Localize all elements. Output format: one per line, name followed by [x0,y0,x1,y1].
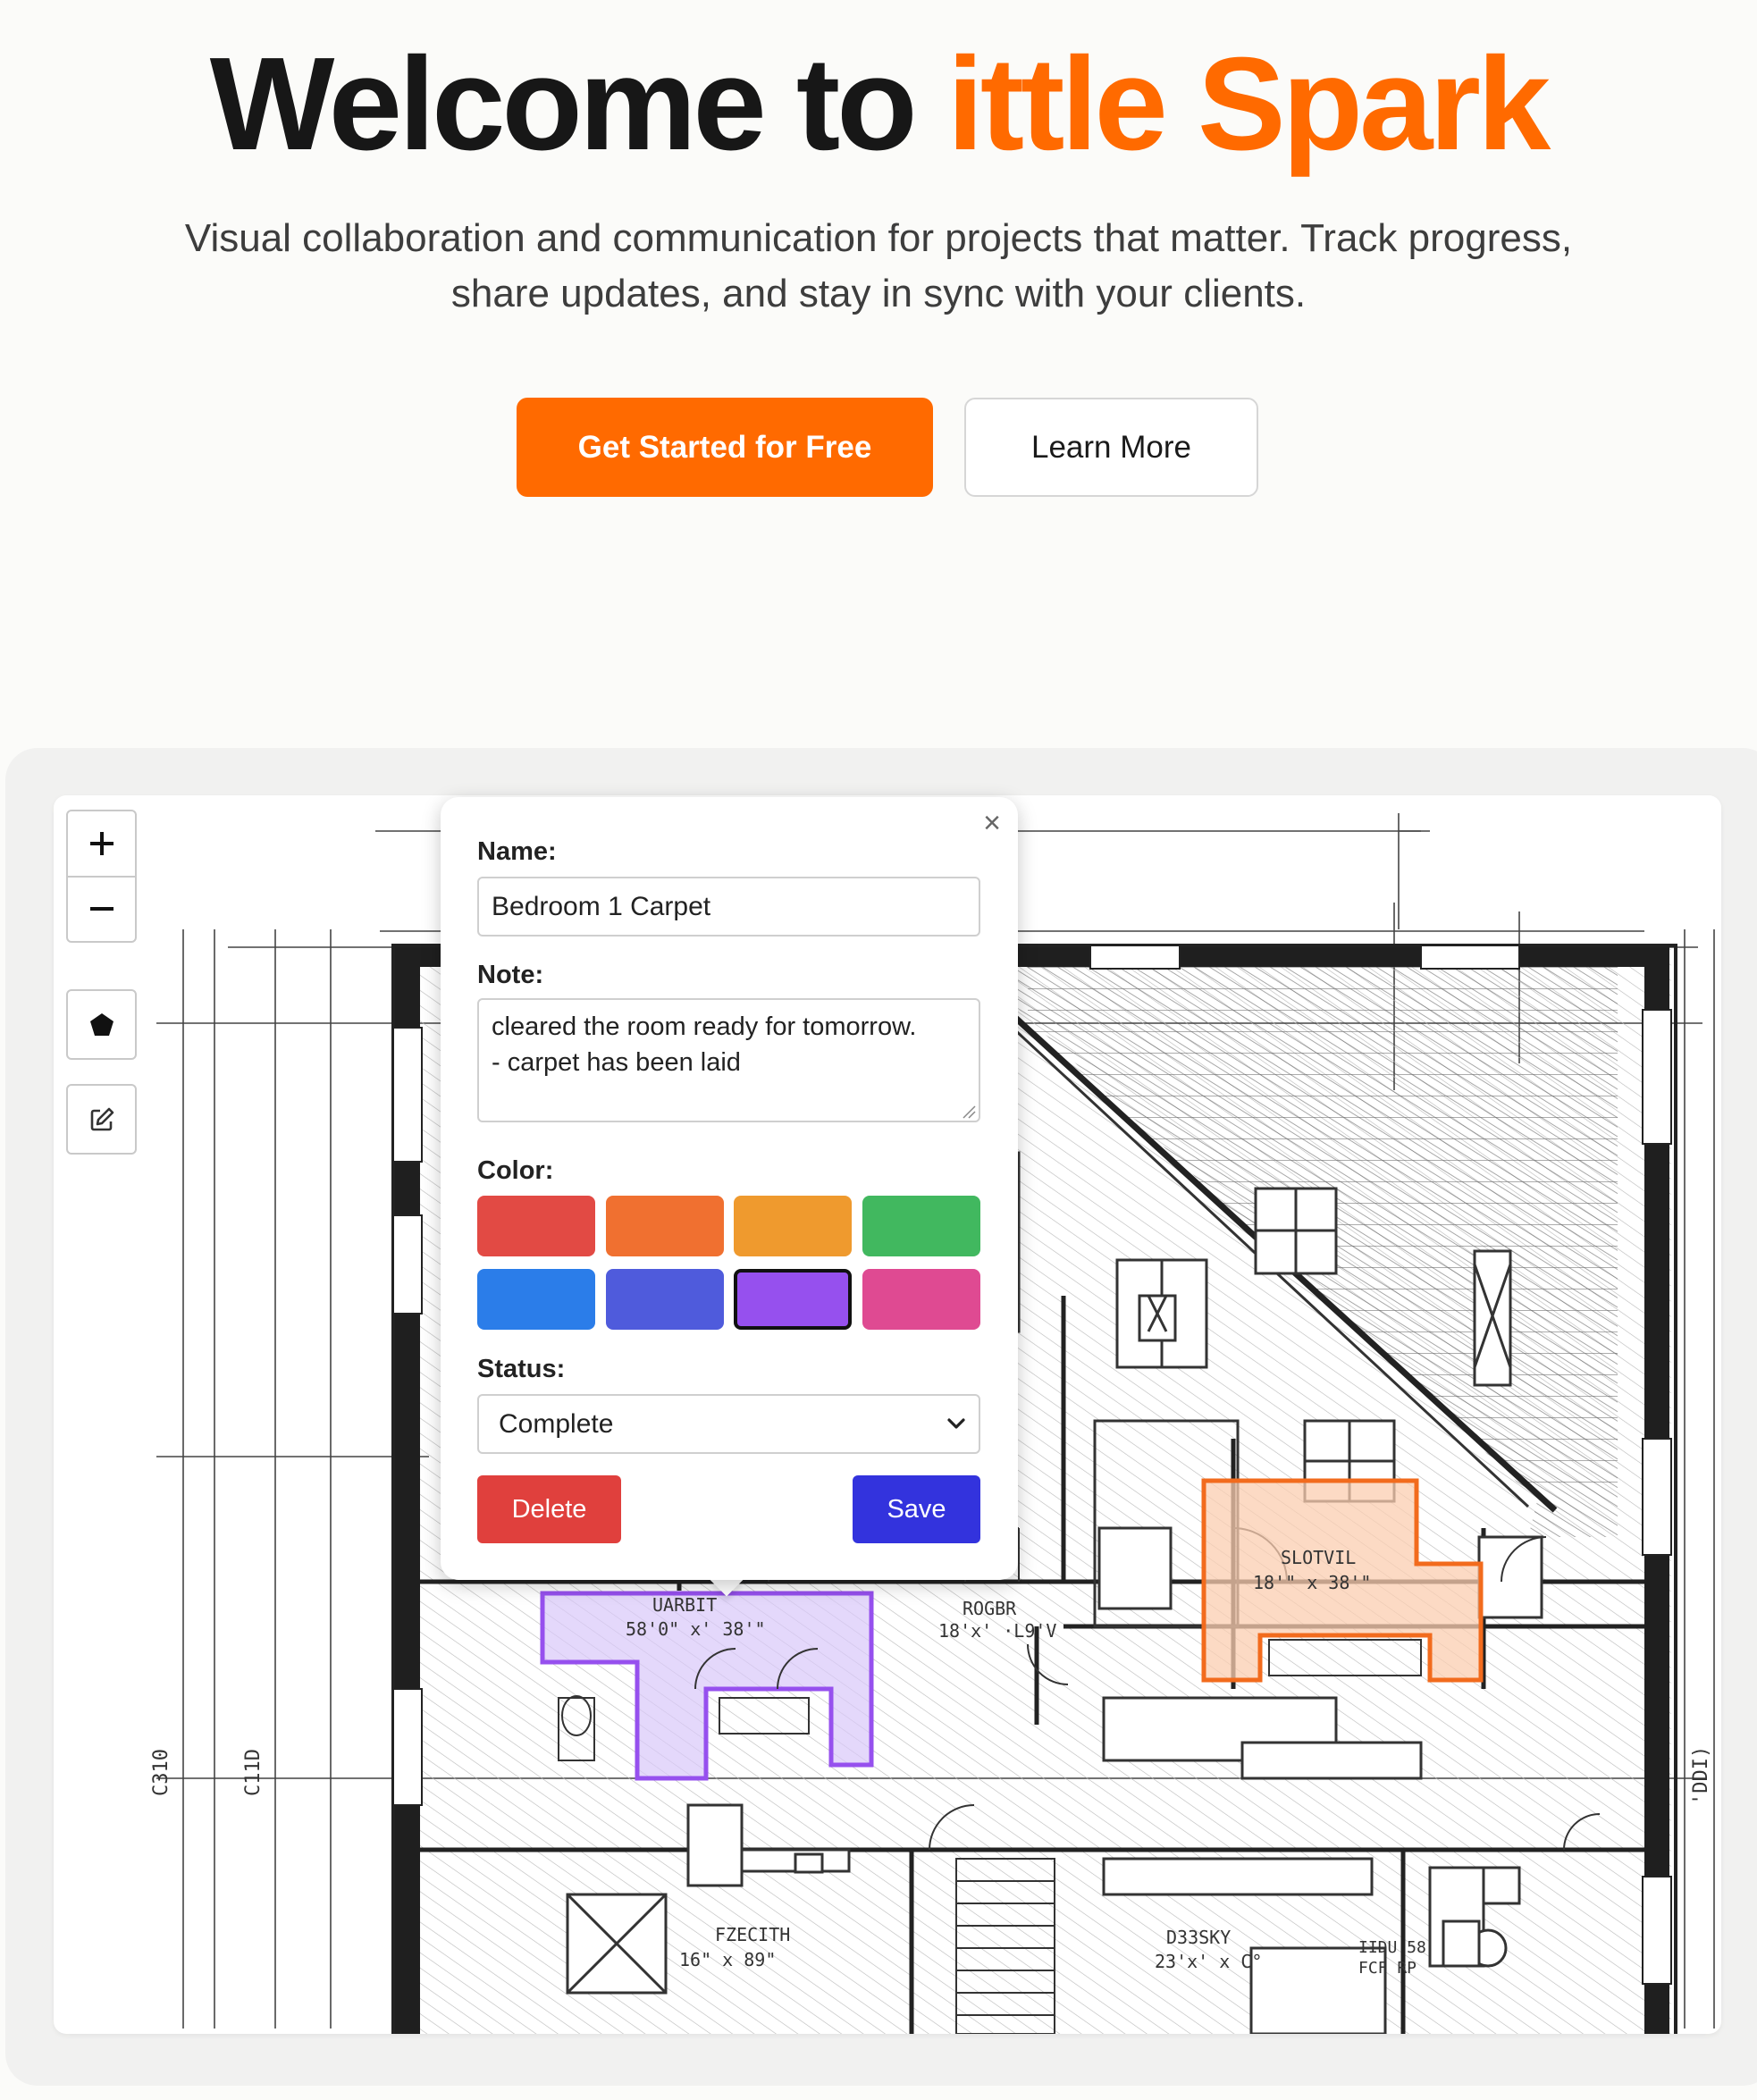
room-label: UARBIT [652,1594,718,1616]
room-dim: 23'x' x C° [1155,1951,1263,1972]
room-dim: 58'0" x' 38'" [626,1618,766,1640]
hero-title [0,30,1757,178]
get-started-button[interactable]: Get Started for Free [517,398,933,497]
color-swatch-pink[interactable] [862,1269,980,1330]
note-label: Note: [477,961,544,989]
edit-icon [88,1105,116,1134]
hero-title-prefix: Welcome to [209,30,947,178]
hero-subtitle: Visual collaboration and communication for projects that matter. Track progress, share updates, and stay in sync with your clients. [184,216,1573,315]
room-dim: 18'" x 38'" [1253,1572,1372,1593]
room-label: ROGBR [963,1598,1017,1619]
color-swatch-indigo[interactable] [606,1269,724,1330]
status-select-value: Complete [499,1409,614,1439]
polygon-icon [88,1012,115,1038]
minus-icon [88,895,115,922]
edit-shape-button[interactable] [66,1084,137,1155]
save-button[interactable]: Save [853,1475,980,1543]
resize-grip-icon[interactable] [962,1105,976,1119]
learn-more-button[interactable]: Learn More [964,398,1258,497]
color-label: Color: [477,1156,554,1185]
room-dim: FCF RP [1358,1959,1417,1978]
color-swatch-green[interactable] [862,1196,980,1256]
delete-button[interactable]: Delete [477,1475,621,1543]
color-swatch-amber[interactable] [734,1196,852,1256]
color-swatch-purple-selected[interactable] [734,1269,852,1330]
color-swatch-orange[interactable] [606,1196,724,1256]
name-input[interactable] [477,877,980,937]
plus-icon [88,830,115,857]
dim-label: C11D [242,1749,265,1796]
draw-polygon-button[interactable] [66,989,137,1060]
room-label: FZECITH [715,1924,791,1945]
color-swatch-red[interactable] [477,1196,595,1256]
name-label: Name: [477,837,557,866]
status-label: Status: [477,1355,566,1383]
zoom-control [66,810,137,943]
room-label: IIDU 58 [1358,1938,1426,1957]
close-icon[interactable]: × [983,806,1001,840]
hero-title-brand: ittle Spark [946,30,1548,178]
color-swatch-blue[interactable] [477,1269,595,1330]
dim-label: C310 [150,1749,172,1796]
room-label: SLOTVIL [1281,1547,1357,1568]
chevron-down-icon [943,1410,970,1437]
dim-label: 'DDI) [1690,1745,1712,1805]
room-label: D33SKY [1166,1927,1232,1948]
zoom-in-button[interactable] [68,811,135,878]
room-dim: 16" x 89" [679,1949,777,1970]
room-dim: 18'x' ·L9'V [938,1620,1057,1642]
note-textarea[interactable] [477,998,980,1122]
status-select[interactable] [477,1394,980,1454]
zoom-out-button[interactable] [68,877,135,941]
